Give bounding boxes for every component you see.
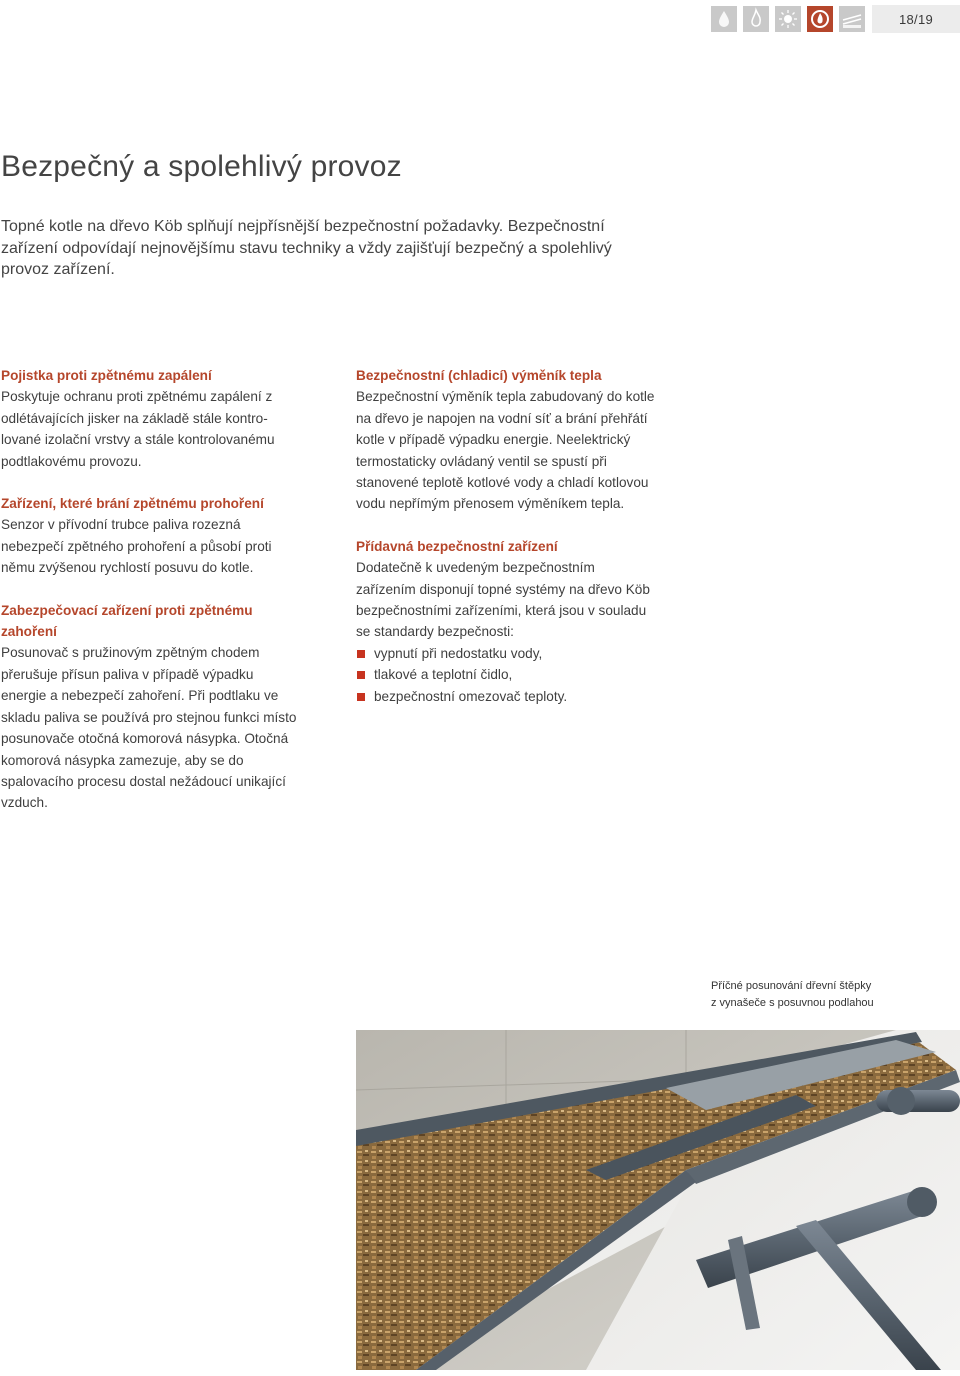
intro-paragraph: Topné kotle na dřevo Köb splňují nejpřísnější bezpečnostní požadavky. Bezpečnostní zařízení odpovídají nejnovějšímu stavu techniky a vždy zajišťují bezpečný a spolehlivý provoz zařízení.: [1, 218, 612, 278]
section-heading: Zařízení, které brání zpětnému prohoření: [1, 496, 264, 512]
page-number: 18/19: [872, 5, 960, 33]
section-heading: Bezpečnostní (chladicí) výměník tepla: [356, 368, 602, 383]
section-additional-safety: [356, 536, 656, 707]
list-item: bezpečnostní omezovač teploty.: [356, 686, 656, 707]
flame-icon: [743, 6, 769, 32]
section-safety-heat-exchanger: [356, 365, 656, 515]
section-text: Dodatečně k uvedeným bezpečnostním zařízením disponují topné systémy na dřevo Köb bezpečnostními zařízeními, která jsou v souladu se standardy bezpečnosti:: [356, 560, 650, 640]
safety-bullet-list: [356, 643, 656, 707]
caption-line: Příčné posunování dřevní štěpky: [711, 980, 872, 992]
section-text: Senzor v přívodní trubce paliva rozezná nebezpečí zpětného prohoření a působí proti němu zvýšenou rychlostí posuvu do kotle.: [1, 517, 272, 576]
section-heading: Zabezpečovací zařízení proti zpětnému zahoření: [1, 602, 253, 640]
energy-icons-bar: [711, 6, 865, 32]
wood-fire-icon: [807, 6, 833, 32]
caption-line: z vynašeče s posuvnou podlahou: [711, 997, 874, 1009]
section-backfire-protection: [1, 365, 301, 472]
section-burnback-safety-device: [1, 600, 301, 814]
section-burnback-prevention: [1, 493, 301, 579]
section-text: Poskytuje ochranu proti zpětnému zapálení z odlétávajících jisker na základě stále kontrolované izolační vrstvy a stále kontrolovanému podtlakovému provozu.: [1, 389, 275, 469]
floor-heating-icon: [839, 6, 865, 32]
left-column: [1, 365, 301, 835]
section-text: Posunovač s pružinovým zpětným chodem přerušuje přísun paliva v případě výpadku energie a nebezpečí zahoření. Při podtlaku ve skladu paliva se používá pro stejnou funkci místo posunovače otočná komorová násypka. Otočná komorová násypka zamezuje, aby se do spalovacího procesu dostal nežádoucí unikající vzduch.: [1, 645, 297, 811]
list-item: tlakové a teplotní čidlo,: [356, 664, 656, 685]
wood-chip-conveyor-photo: [356, 1030, 960, 1370]
right-column: [356, 365, 656, 728]
section-text: Bezpečnostní výměník tepla zabudovaný do kotle na dřevo je napojen na vodní síť a brání přehřátí kotle v případě výpadku energie. Neelektrický termostaticky ovládaný ventil se spustí při stanovené teplotě kotlové vody a chladí kotlovou vodu nepřímým přenosem výměníkem tepla.: [356, 389, 655, 512]
page-title: Bezpečný a spolehlivý provoz: [1, 150, 402, 183]
sun-icon: [775, 6, 801, 32]
section-heading: Přídavná bezpečnostní zařízení: [356, 538, 558, 554]
water-drop-icon: [711, 6, 737, 32]
photo-caption: [711, 978, 951, 1012]
list-item: vypnutí při nedostatku vody,: [356, 643, 656, 664]
section-heading: Pojistka proti zpětnému zapálení: [1, 368, 212, 383]
